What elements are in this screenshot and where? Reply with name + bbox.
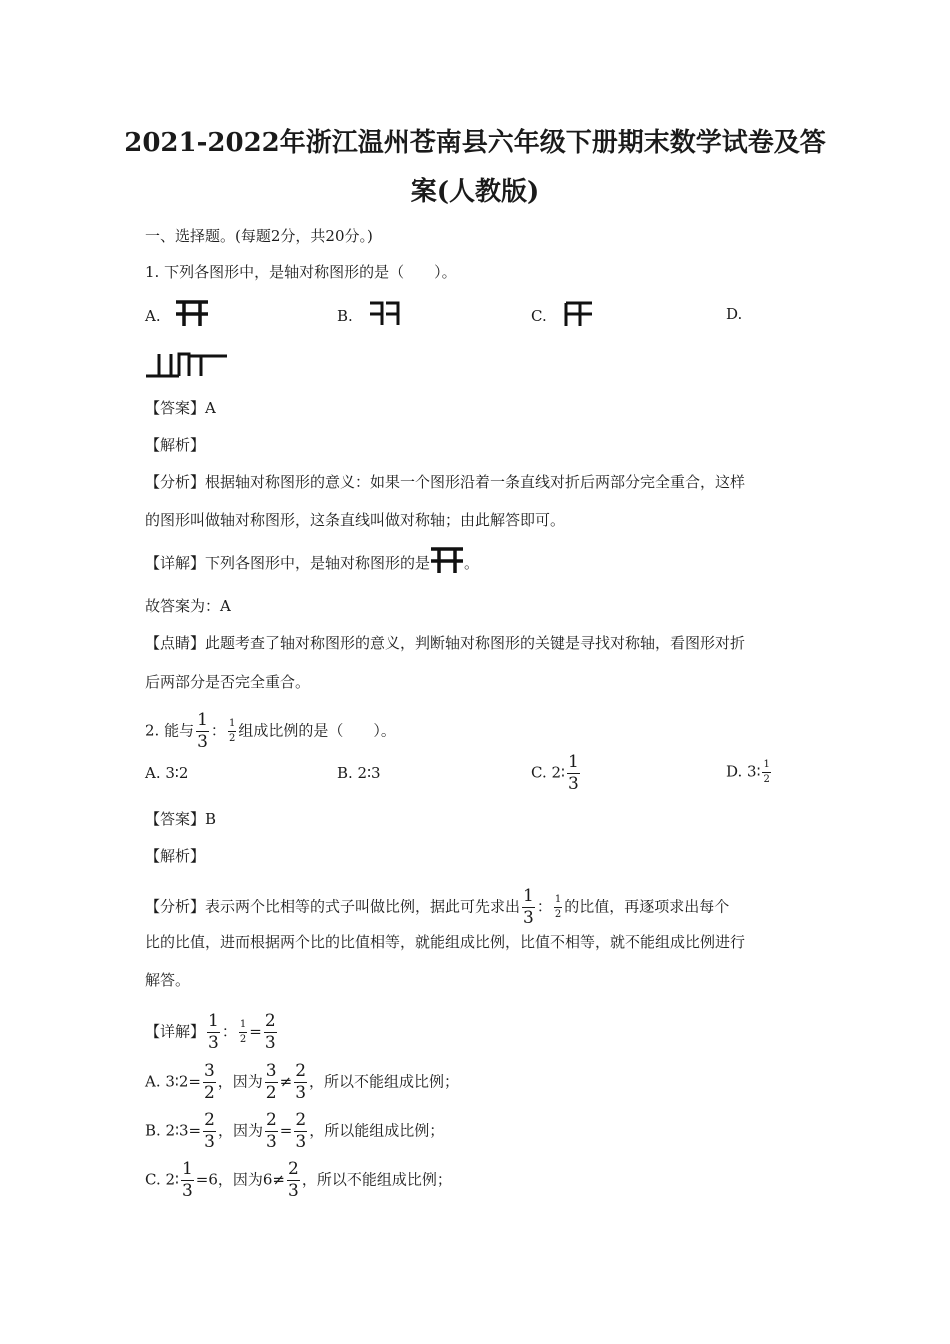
fraction-one-half — [228, 719, 236, 744]
q1-detail — [145, 552, 479, 576]
figure-d-icon — [145, 350, 229, 380]
detail-text: C. 2∶ — [145, 1170, 179, 1189]
fraction-one-third — [196, 712, 209, 751]
section-heading: 一、选择题。(每题2分，共20分。) — [145, 227, 373, 245]
q2-analysis-line2: 比的比值，进而根据两个比的比值相等，就能组成比例，比值不相等，就不能组成比例进行 — [145, 933, 746, 951]
q2-answer: 【答案】B — [145, 810, 217, 828]
denominator: 3 — [288, 1181, 299, 1201]
q2-analysis-line1 — [145, 888, 729, 927]
denominator: 3 — [567, 774, 579, 794]
numerator: 3 — [203, 1061, 215, 1081]
figure-b-icon — [368, 299, 402, 329]
q2-option-a: A. 3∶2 — [145, 764, 189, 782]
fraction-one-half — [762, 760, 770, 785]
q1-option-b — [337, 305, 402, 329]
numerator: 1 — [567, 752, 579, 772]
q1-detail-end: 。 — [464, 554, 480, 572]
denominator: 2 — [239, 1034, 247, 1045]
denominator: 3 — [265, 1132, 277, 1152]
numerator: 1 — [197, 710, 208, 730]
denominator: 3 — [523, 908, 534, 928]
q2-option-c — [531, 754, 582, 793]
q1-option-a — [145, 305, 209, 329]
detail-text: ，所以不能组成比例； — [309, 1072, 460, 1091]
fraction-two-thirds — [203, 1112, 216, 1151]
q2-analysis-heading: 【解析】 — [145, 847, 206, 865]
q1-analysis-line2: 的图形叫做轴对称图形，这条直线叫做对称轴；由此解答即可。 — [145, 511, 566, 529]
fraction-one-third — [522, 888, 535, 927]
q2-stem-pre: 2. 能与 — [145, 721, 195, 740]
colon: ： — [210, 721, 226, 740]
fraction-one-third — [181, 1161, 194, 1200]
q1-comment-line1: 【点睛】此题考查了轴对称图形的意义，判断轴对称图形的关键是寻找对称轴，看图形对折 — [145, 634, 746, 652]
option-label: C. — [531, 307, 547, 325]
numerator: 1 — [181, 1159, 193, 1179]
q2-detail-line-b — [145, 1112, 444, 1151]
numerator: 2 — [288, 1159, 299, 1179]
fraction-two-thirds — [294, 1063, 307, 1102]
colon: ： — [536, 897, 552, 916]
q2-detail — [145, 1013, 279, 1052]
fraction-three-halves — [265, 1063, 278, 1102]
q2-detail-line-c — [145, 1161, 452, 1200]
figure-c-icon — [562, 299, 596, 329]
denominator: 3 — [264, 1033, 276, 1053]
numerator: 3 — [265, 1061, 277, 1081]
q1-comment-line2: 后两部分是否完全重合。 — [145, 673, 311, 691]
q2-option-d — [726, 760, 773, 785]
page-title-line2: 案(人教版) — [410, 177, 540, 207]
denominator: 2 — [228, 733, 236, 744]
colon: ： — [221, 1022, 237, 1041]
detail-text: ，因为 — [217, 1072, 263, 1091]
denominator: 3 — [295, 1132, 307, 1152]
option-label: A. — [145, 307, 161, 325]
fraction-one-half — [554, 895, 562, 920]
detail-text: ，所以不能组成比例； — [301, 1170, 452, 1189]
detail-label: 【详解】 — [145, 1022, 206, 1041]
numerator: 1 — [762, 760, 770, 773]
q2-option-b: B. 2∶3 — [337, 764, 381, 782]
denominator: 3 — [208, 1033, 219, 1053]
analysis-text: 的比值，再逐项求出每个 — [564, 897, 730, 916]
equals-sign: = — [249, 1022, 262, 1041]
page-title-line1: 2021-2022年浙江温州苍南县六年级下册期末数学试卷及答 — [124, 128, 826, 158]
q1-stem: 1. 下列各图形中，是轴对称图形的是（ ）。 — [145, 263, 457, 281]
q1-analysis-heading: 【解析】 — [145, 436, 206, 454]
numerator: 1 — [208, 1011, 219, 1031]
q2-stem-post: 组成比例的是（ ）。 — [238, 721, 396, 740]
q1-option-d — [726, 305, 742, 323]
fraction-two-thirds — [287, 1161, 300, 1200]
q1-analysis-line1: 【分析】根据轴对称图形的意义：如果一个图形沿着一条直线对折后两部分完全重合，这样 — [145, 473, 746, 491]
detail-text: ，因为 — [217, 1121, 263, 1140]
denominator: 2 — [265, 1083, 277, 1103]
q1-option-c — [531, 305, 596, 329]
q1-final-answer: 故答案为：A — [145, 597, 231, 615]
figure-a-icon — [175, 299, 209, 329]
numerator: 2 — [295, 1061, 307, 1081]
fraction-one-third — [567, 754, 580, 793]
detail-text: B. 2∶3= — [145, 1121, 202, 1140]
option-text: D. 3∶ — [726, 762, 761, 781]
q2-stem — [145, 712, 396, 751]
denominator: 2 — [554, 909, 562, 920]
q2-detail-line-a — [145, 1063, 459, 1102]
denominator: 2 — [763, 774, 770, 785]
fraction-three-halves — [203, 1063, 216, 1102]
analysis-text: 【分析】表示两个比相等的式子叫做比例，据此可先求出 — [145, 897, 521, 916]
denominator: 3 — [197, 732, 208, 752]
option-label: B. — [337, 307, 353, 325]
detail-text: ，所以能组成比例； — [309, 1121, 445, 1140]
figure-a-icon — [430, 546, 464, 576]
denominator: 3 — [295, 1083, 307, 1103]
q2-analysis-line3: 解答。 — [145, 971, 191, 989]
detail-text: =6，因为6≠ — [195, 1170, 285, 1189]
numerator: 1 — [228, 719, 236, 732]
numerator: 2 — [295, 1110, 307, 1130]
denominator: 3 — [181, 1181, 193, 1201]
fraction-one-half — [239, 1020, 247, 1045]
fraction-two-thirds — [264, 1013, 277, 1052]
denominator: 2 — [203, 1083, 215, 1103]
denominator: 3 — [204, 1132, 215, 1152]
numerator: 2 — [204, 1110, 215, 1130]
numerator: 1 — [554, 895, 562, 908]
fraction-two-thirds — [294, 1112, 307, 1151]
not-equal-sign: ≠ — [279, 1072, 293, 1091]
numerator: 2 — [265, 1110, 277, 1130]
numerator: 2 — [264, 1011, 276, 1031]
fraction-one-third — [207, 1013, 220, 1052]
option-label: D. — [726, 305, 743, 323]
detail-text: A. 3∶2= — [145, 1072, 201, 1091]
q1-detail-text: 【详解】下列各图形中，是轴对称图形的是 — [145, 554, 431, 572]
option-text: C. 2∶ — [531, 763, 565, 782]
numerator: 1 — [239, 1020, 247, 1033]
fraction-two-thirds — [265, 1112, 278, 1151]
q1-answer: 【答案】A — [145, 399, 216, 417]
numerator: 1 — [523, 886, 534, 906]
equals-sign: = — [279, 1121, 293, 1140]
